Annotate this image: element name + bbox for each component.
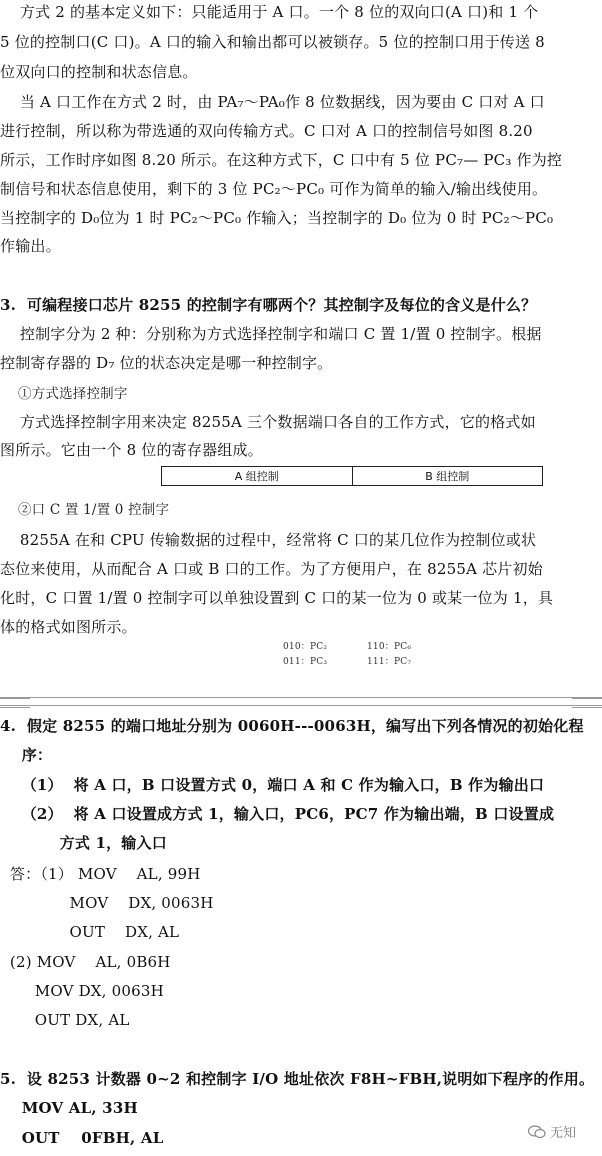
question-heading: 4. 假定 8255 的端口地址分别为 0060H---0063H，编写出下列各情况的初始化程 xyxy=(0,717,584,735)
group-a-control-cell: A 组控制 xyxy=(234,470,279,483)
text-line: 8255A 在和 CPU 传输数据的过程中，经常将 C 口的某几位作为控制位或状 xyxy=(0,531,537,549)
text-line: 作输出。 xyxy=(0,237,61,255)
text-line: 化时，C 口置 1/置 0 控制字可以单独设置到 C 口的某一位为 0 或某一位为 1，具 xyxy=(0,589,554,607)
bit-code-label: 110：PC₆ xyxy=(367,642,412,652)
text-line: 体的格式如图所示。 xyxy=(0,618,137,636)
text-line: 态位来使用，从而配合 A 口或 B 口的工作。为了方便用户，在 8255A 芯片初始 xyxy=(0,560,543,578)
text-line: 位双向口的控制和状态信息。 xyxy=(0,63,198,81)
answer-code-line: OUT DX, AL xyxy=(0,923,180,941)
group-b-control-cell: B 组控制 xyxy=(352,467,543,485)
question-heading: 序： xyxy=(0,746,53,764)
question-item: （2） 将 A 口设置成方式 1，输入口，PC6，PC7 作为输出端，B 口设置成 xyxy=(0,805,555,823)
text-line: 当控制字的 D₀位为 1 时 PC₂～PC₀ 作输入；当控制字的 D₀ 位为 0 时 PC₂～PC₀ xyxy=(0,209,554,227)
code-line: OUT 0FBH, AL xyxy=(0,1129,164,1147)
text-line: 进行控制，所以称为带选通的双向传输方式。C 口对 A 口的控制信号如图 8.20 xyxy=(0,122,533,140)
control-word-register-figure xyxy=(161,466,543,486)
text-line: 所示，工作时序如图 8.20 所示。在这种方式下，C 口中有 5 位 PC₇— PC₃ 作为控 xyxy=(0,151,563,169)
bit-code-label: 010：PC₂ xyxy=(283,642,328,652)
text-line: 方式 2 的基本定义如下：只能适用于 A 口。一个 8 位的双向口(A 口)和 1 个 xyxy=(0,3,539,21)
answer-code-line: MOV DX, 0063H xyxy=(0,894,214,912)
text-line: 5 位的控制口(C 口)。A 口的输入和输出都可以被锁存。5 位的控制口用于传送 8 xyxy=(0,33,545,51)
divider-cap xyxy=(0,698,30,708)
section-divider xyxy=(0,697,602,698)
text-line: 图所示。它由一个 8 位的寄存器组成。 xyxy=(0,441,263,459)
divider-cap xyxy=(572,698,602,708)
subheading: ②口 C 置 1/置 0 控制字 xyxy=(0,502,170,518)
text-line: 当 A 口工作在方式 2 时，由 PA₇～PA₀作 8 位数据线，因为要由 C 口对 A 口 xyxy=(0,93,545,111)
watermark xyxy=(528,1122,576,1141)
answer-code-line: MOV DX, 0063H xyxy=(0,982,164,1000)
question-heading: 5. 设 8253 计数器 0~2 和控制字 I/O 地址依次 F8H~FBH,说明如下程序的作用。 xyxy=(0,1070,595,1088)
text-line: 控制寄存器的 D₇ 位的状态决定是哪一种控制字。 xyxy=(0,354,333,372)
text-line: 制信号和状态信息使用，剩下的 3 位 PC₂～PC₀ 可作为简单的输入/输出线使用。 xyxy=(0,180,548,198)
answer-code-line: (2) MOV AL, 0B6H xyxy=(0,953,171,971)
subheading: ①方式选择控制字 xyxy=(0,386,128,402)
bit-code-label: 011：PC₃ xyxy=(283,657,328,667)
section-divider xyxy=(0,705,602,706)
bit-code-label: 111：PC₇ xyxy=(367,657,412,667)
watermark-text: 无知 xyxy=(550,1126,577,1141)
text-line: 控制字分为 2 种：分别称为方式选择控制字和端口 C 置 1/置 0 控制字。根据 xyxy=(0,325,542,343)
answer-code-line: OUT DX, AL xyxy=(0,1011,130,1029)
code-line: MOV AL, 33H xyxy=(0,1099,138,1117)
question-item: 方式 1，输入口 xyxy=(0,834,167,852)
question-heading: 3. 可编程接口芯片 8255 的控制字有哪两个？其控制字及每位的含义是什么？ xyxy=(0,296,537,314)
question-item: （1） 将 A 口，B 口设置方式 0，端口 A 和 C 作为输入口，B 作为输出口 xyxy=(0,776,545,794)
answer-code-line: 答：（1） MOV AL, 99H xyxy=(0,865,201,883)
chat-bubble-icon xyxy=(528,1125,546,1139)
text-line: 方式选择控制字用来决定 8255A 三个数据端口各自的工作方式，它的格式如 xyxy=(0,413,536,431)
